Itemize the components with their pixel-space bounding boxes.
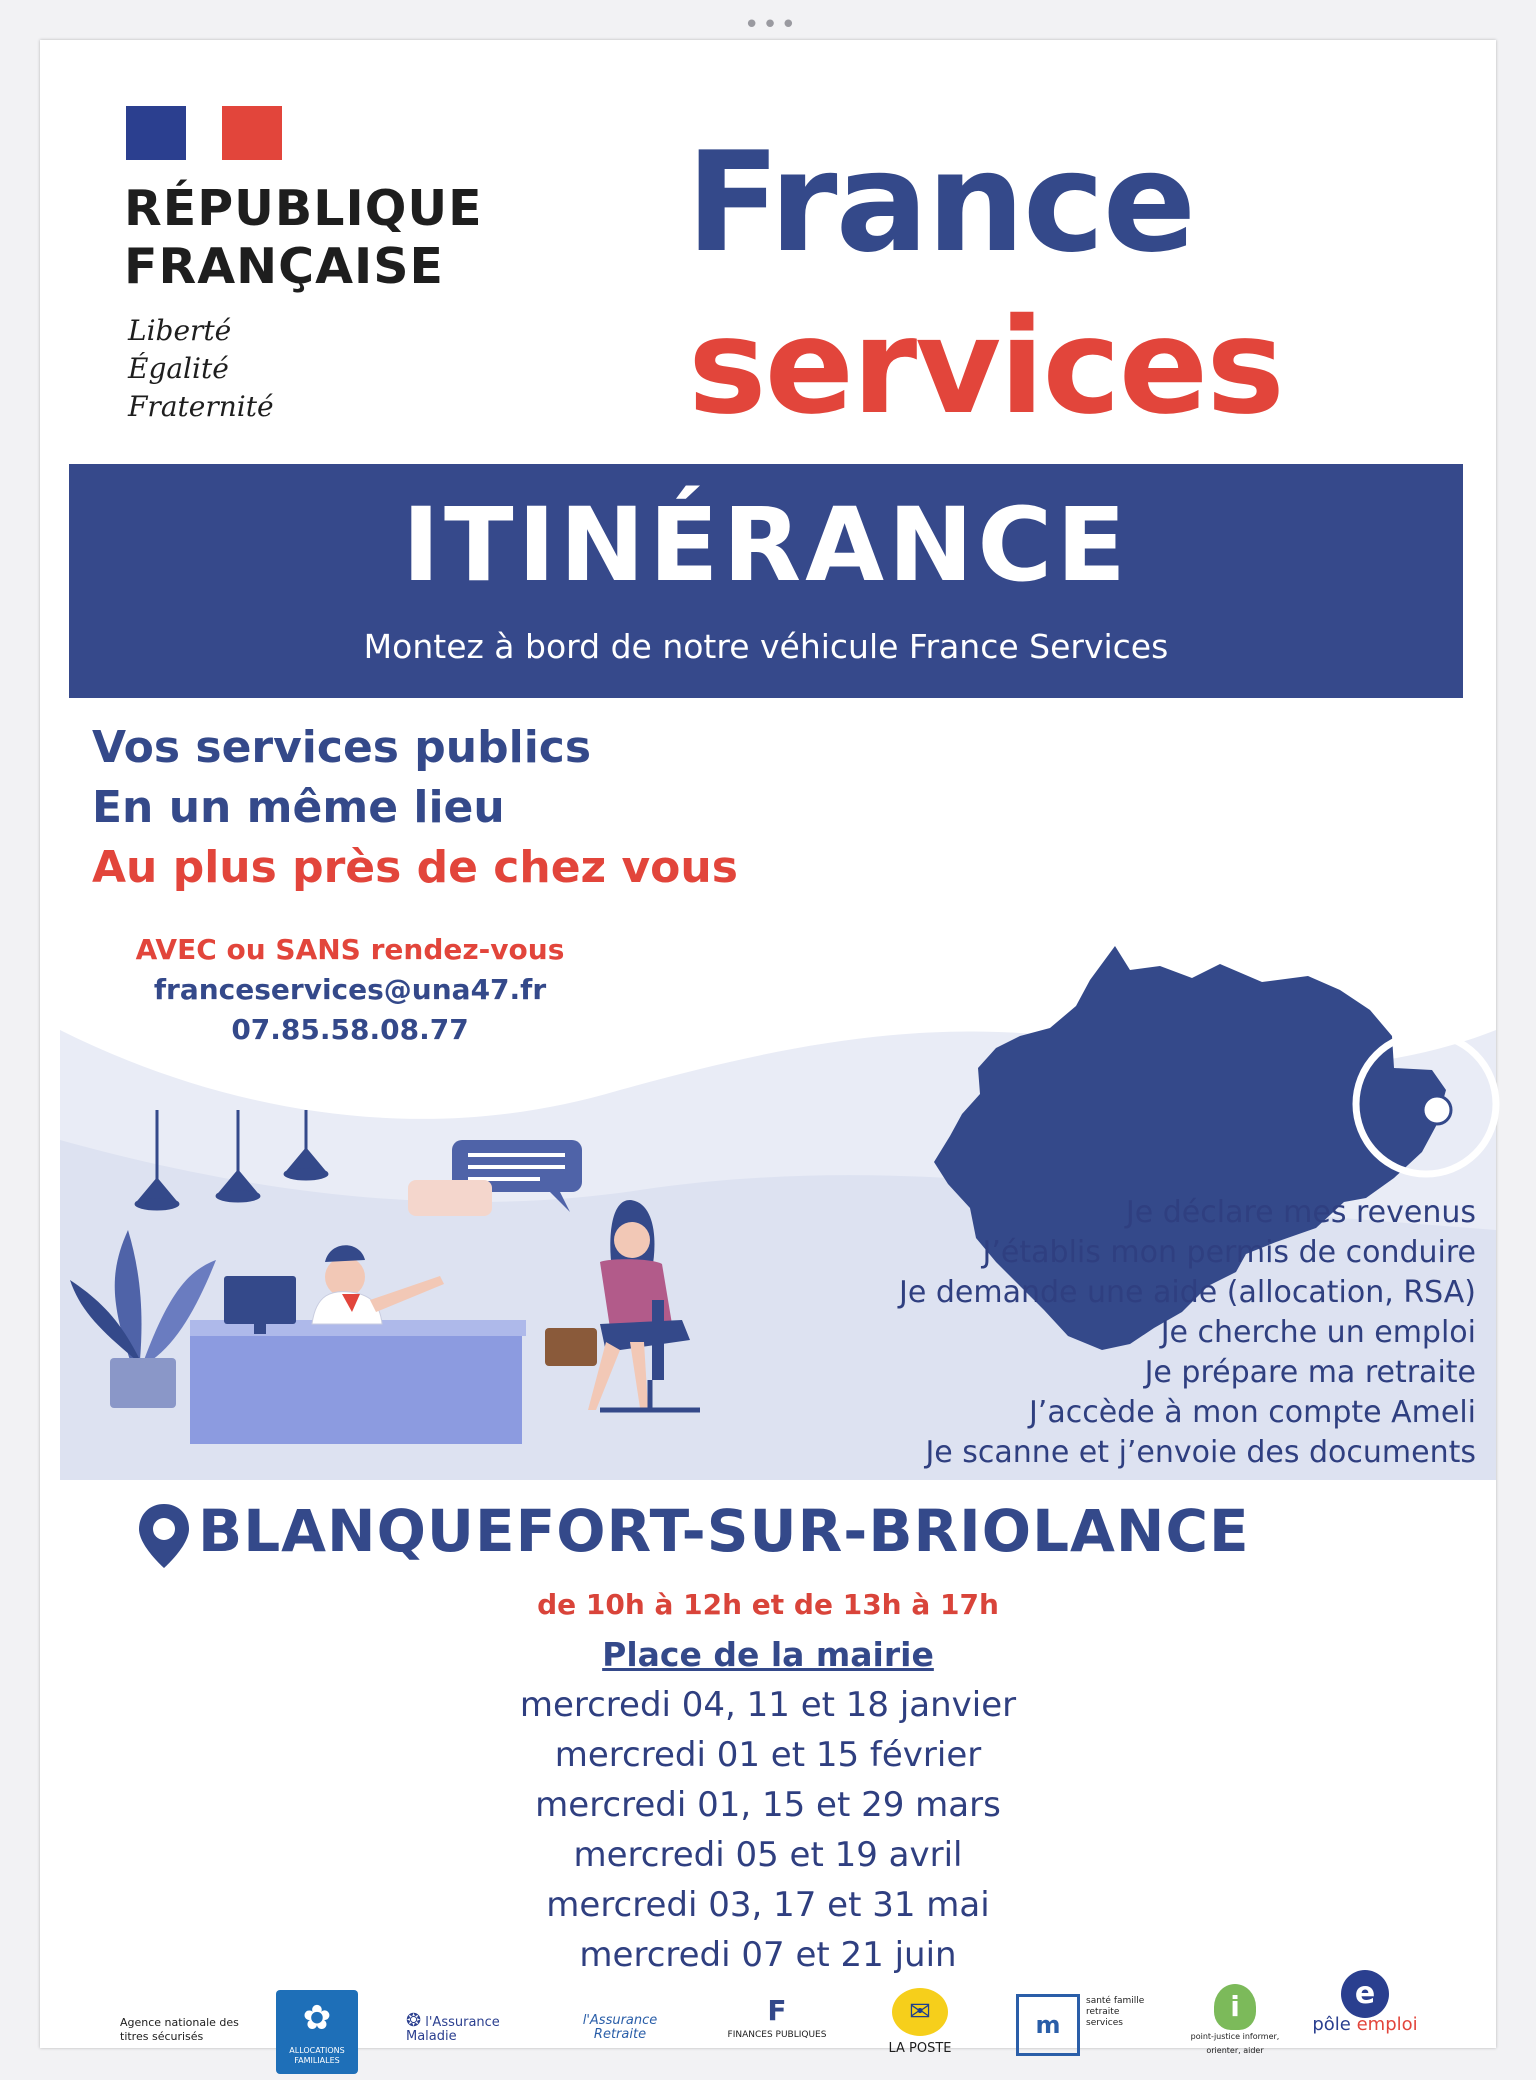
motto-egalite: Égalité: [128, 352, 229, 385]
location-pin-icon: [136, 1502, 192, 1570]
republic-motto: [128, 312, 274, 426]
caf-logo: [276, 1990, 358, 2074]
msa-icon: m: [1016, 1994, 1080, 2056]
assurance-maladie-logo: [406, 2010, 524, 2044]
pole-emploi-logo: [1310, 1970, 1420, 2035]
dgfip-icon: F: [767, 1994, 787, 2027]
brand-france: France: [686, 122, 1195, 283]
banner-title: ITINÉRANCE: [402, 486, 1130, 605]
sector-line-1: Secteur: [1257, 832, 1353, 857]
schedule-dates: [40, 1680, 1496, 1980]
la-poste-logo: [870, 1988, 970, 2056]
poster-page: [40, 40, 1496, 2065]
list-item: J’établis mon permis de conduire: [982, 1235, 1476, 1270]
msa-text: santé famille retraite services: [1086, 1996, 1145, 2028]
point-justice-logo: [1180, 1984, 1290, 2058]
poste-text: LA POSTE: [888, 2041, 952, 2056]
appointment-note: AVEC ou SANS rendez-vous: [135, 933, 565, 966]
assurance-retraite-logo: l'Assurance Retraite: [582, 2013, 658, 2042]
itinerance-banner: [69, 464, 1463, 698]
opening-hours: de 10h à 12h et de 13h à 17h: [537, 1588, 999, 1621]
ants-logo: Agence nationale des titres sécurisés: [120, 2016, 239, 2043]
contact-phone[interactable]: 07.85.58.08.77: [231, 1013, 469, 1046]
list-item: Je déclare mes revenus: [1125, 1195, 1476, 1230]
tagline-2: En un même lieu: [92, 782, 505, 833]
motto-fraternite: Fraternité: [128, 390, 274, 423]
finances-publiques-logo: [712, 1994, 842, 2042]
cpam-icon: ❂: [406, 2010, 422, 2031]
point-justice-text: point-justice informer, orienter, aider: [1190, 2032, 1280, 2055]
brand-services: services: [688, 290, 1283, 444]
pole-text-1: pôle: [1312, 2014, 1351, 2035]
date-item: mercredi 05 et 19 avril: [573, 1835, 963, 1875]
window-menu-dots[interactable]: •••: [744, 10, 800, 40]
date-item: mercredi 03, 17 et 31 mai: [546, 1885, 990, 1925]
francaise-line: FRANÇAISE: [124, 238, 445, 295]
dgfip-text: FINANCES PUBLIQUES: [727, 2030, 827, 2040]
date-item: mercredi 07 et 21 juin: [579, 1935, 957, 1975]
republique-francaise-title: [124, 180, 483, 296]
republique-line: RÉPUBLIQUE: [124, 180, 483, 237]
list-item: Je prépare ma retraite: [1144, 1355, 1476, 1390]
caf-icon: ✿: [302, 1998, 332, 2038]
tagline-3: Au plus près de chez vous: [92, 842, 738, 893]
banner-subtitle: Montez à bord de notre véhicule France Services: [363, 627, 1169, 666]
sector-line-2: fumélois: [1251, 862, 1359, 887]
motto-liberte: Liberté: [128, 314, 232, 347]
poste-bird-icon: ✉: [892, 1988, 948, 2036]
list-item: J’accède à mon compte Ameli: [1028, 1395, 1476, 1430]
map-sector-label: [1250, 830, 1360, 890]
contact-email[interactable]: franceservices@una47.fr: [153, 973, 547, 1006]
list-item: Je scanne et j’envoie des documents: [925, 1435, 1476, 1470]
pole-text-2: emploi: [1356, 2014, 1418, 2035]
date-item: mercredi 04, 11 et 18 janvier: [519, 1685, 1017, 1725]
partner-logos: [40, 1970, 1496, 2080]
tagline-1: Vos services publics: [92, 722, 592, 773]
cpam-text: l'Assurance Maladie: [406, 2015, 500, 2044]
date-item: mercredi 01, 15 et 29 mars: [535, 1785, 1001, 1825]
msa-logo: [1016, 1994, 1146, 2054]
marianne-flag-logo: [126, 106, 282, 160]
services-list: [740, 1193, 1476, 1473]
list-item: Je cherche un emploi: [1160, 1315, 1476, 1350]
list-item: Je demande une aide (allocation, RSA): [899, 1275, 1476, 1310]
meeting-place: Place de la mairie: [602, 1635, 934, 1674]
caf-text: ALLOCATIONS FAMILIALES: [289, 2046, 345, 2065]
town-name: BLANQUEFORT-SUR-BRIOLANCE: [198, 1497, 1250, 1565]
date-item: mercredi 01 et 15 février: [554, 1735, 982, 1775]
point-justice-icon: i: [1214, 1984, 1256, 2030]
pole-emploi-icon: e: [1341, 1970, 1389, 2018]
